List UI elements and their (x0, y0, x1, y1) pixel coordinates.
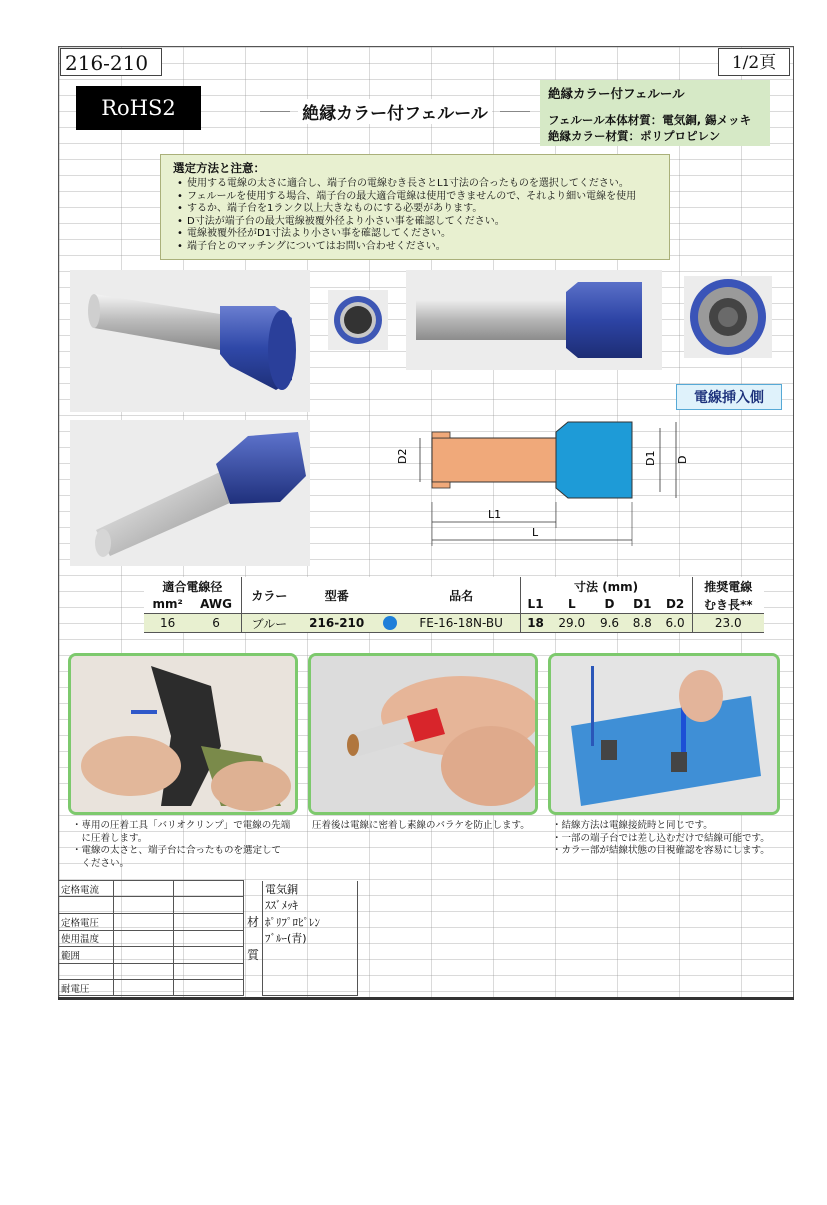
caption-line: ・電線の太さと、端子台に合ったものを選定して (72, 845, 282, 856)
dim-l-label: L (532, 526, 539, 539)
spec-table (144, 577, 764, 633)
caption-line: ・一部の端子台では差し込むだけで結線可能です。 (552, 832, 770, 844)
cell-model: 216-210 (309, 616, 365, 630)
title-rule-left (260, 111, 290, 112)
h-d: D (604, 597, 615, 611)
h-strip-2: むき長** (703, 597, 753, 612)
h-awg: AWG (191, 595, 241, 614)
material-2: ｽｽﾞﾒｯｷ (263, 897, 358, 913)
rated-current-label: 定格電流 (59, 881, 114, 897)
rohs-badge: RoHS2 (76, 86, 201, 130)
table-row (59, 963, 358, 979)
ferrule-photo-side (406, 270, 662, 370)
page-title: 絶縁カラー付フェルール (298, 99, 492, 124)
dimension-diagram (396, 418, 696, 552)
h-strip-1: 推奨電線 (704, 579, 753, 594)
title-row (260, 96, 530, 126)
terminal-block-photo (548, 653, 780, 815)
properties-table (58, 880, 358, 996)
table-row (59, 897, 358, 913)
notes-heading: 選定方法と注意： (173, 161, 265, 175)
cell-d1: 8.8 (632, 616, 652, 630)
dim-d-label: D (676, 455, 689, 464)
h-model: 型番 (324, 588, 349, 603)
table-row (59, 881, 358, 897)
material-line-2: 絶縁カラー材質：ポリプロピレン (548, 129, 721, 143)
dim-d2-label: D2 (396, 448, 409, 464)
h-d2: D2 (659, 595, 692, 614)
cell-l: 29.0 (558, 616, 586, 630)
material-label-1: 材 (246, 915, 259, 930)
cell-strip: 23.0 (714, 616, 742, 630)
ferrule-end-view-large (684, 276, 772, 358)
color-swatch (383, 616, 397, 630)
h-dim: 寸法 (mm) (520, 577, 692, 595)
note-item: • 使用する電線の太さに適合し、端子台の電線むき長さとL1寸法の合ったものを選択してください。 (187, 178, 657, 191)
h-d1: D1 (633, 597, 652, 611)
table-row (59, 980, 358, 996)
cell-l1: 18 (527, 616, 544, 630)
rated-voltage-label: 定格電圧 (59, 913, 114, 930)
note-item: • D寸法が端子台の最大電線被覆外径より小さい事を確認してください。 (187, 216, 657, 229)
title-rule-right (500, 111, 530, 112)
cell-color: ブルー (251, 616, 288, 631)
caption-line: ・専用の圧着工具「バリオクリンプ」で電線の先端 (72, 820, 291, 831)
material-label-2: 質 (246, 948, 259, 963)
material-4: ﾌﾞﾙｰ(青) (263, 930, 358, 946)
caption-line: 圧着後は電線に密着し素線のバラケを防止します。 (312, 820, 530, 831)
h-wire: 適合電線径 (144, 577, 241, 595)
material-3: ﾎﾟﾘﾌﾟﾛﾋﾟﾚﾝ (263, 913, 358, 930)
ferrule-photo-angled (70, 270, 310, 412)
selection-notes (160, 154, 670, 260)
notes-list (173, 178, 657, 254)
cell-name: FE-16-18N-BU (403, 614, 521, 633)
caption-crimped (312, 820, 542, 833)
doc-code: 216-210 (60, 48, 162, 76)
caption-crimping (72, 820, 302, 870)
temperature-label: 使用温度 (59, 930, 114, 946)
h-mm2: mm² (152, 597, 183, 611)
cell-awg: 6 (191, 614, 241, 633)
h-l1: L1 (527, 597, 544, 611)
table-row (59, 946, 358, 963)
material-box (540, 80, 770, 146)
caption-line: ください。 (72, 857, 130, 869)
cell-d2: 6.0 (659, 614, 692, 633)
dim-l1-label: L1 (488, 508, 502, 521)
ferrule-photo-perspective (70, 420, 310, 566)
caption-line: ・カラー部が結線状態の目視確認を容易にします。 (552, 845, 770, 856)
table-row (59, 930, 358, 946)
color-swatch-cell (377, 614, 403, 633)
spec-header-row-1 (144, 577, 764, 595)
range-label: 範囲 (59, 946, 114, 963)
note-item: • するか、端子台を1ランク以上大きなものにする必要があります。 (187, 203, 657, 216)
material-line-1: フェルール本体材質：電気銅, 錫メッキ (548, 113, 752, 127)
note-item: • 端子台とのマッチングについてはお問い合わせください。 (187, 241, 657, 254)
material-heading: 絶縁カラー付フェルール (548, 86, 685, 101)
caption-line: に圧着します。 (72, 832, 148, 844)
ferrule-end-view-small (328, 290, 388, 350)
crimped-wire-photo (308, 653, 538, 815)
note-item: • フェルールを使用する場合、端子台の最大適合電線は使用できませんので、それより細い電線を使用 (187, 191, 657, 204)
dim-d1-label: D1 (644, 450, 657, 466)
page-number: 1/2頁 (718, 48, 790, 76)
h-name: 品名 (403, 577, 521, 614)
cell-d: 9.6 (599, 616, 620, 630)
bottom-rule (58, 997, 794, 1000)
withstand-voltage-label: 耐電圧 (59, 980, 114, 996)
wire-insertion-side-label: 電線挿入側 (676, 384, 782, 410)
note-item: • 電線被覆外径がD1寸法より小さい事を確認してください。 (187, 228, 657, 241)
h-l: L (567, 597, 576, 611)
caption-line: ・結線方法は電線接続時と同じです。 (552, 820, 713, 831)
h-color: カラー (251, 588, 288, 603)
caption-terminal (552, 820, 788, 858)
material-1: 電気銅 (263, 881, 358, 897)
table-row (59, 913, 358, 930)
crimping-tool-photo (68, 653, 298, 815)
table-row (144, 614, 764, 633)
cell-mm2: 16 (160, 616, 176, 630)
